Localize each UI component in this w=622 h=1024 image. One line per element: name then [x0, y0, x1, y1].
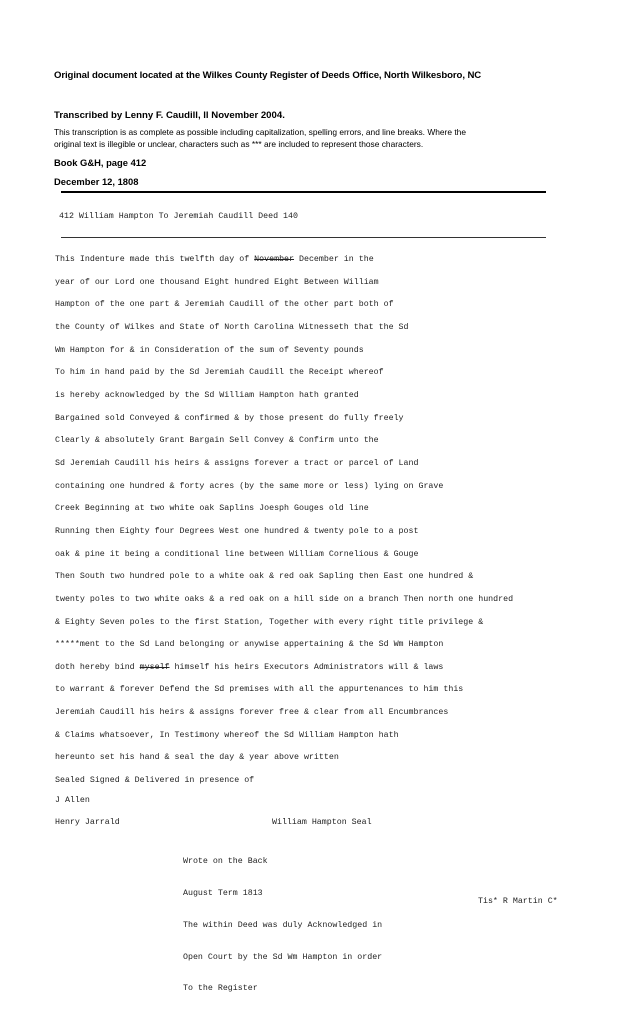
deed-line: oak & pine it being a conditional line between William Cornelious & Gouge: [55, 549, 419, 559]
source-note: Original document located at the Wilkes County Register of Deeds Office, North Wilkesboro, NC: [54, 70, 482, 81]
back-endorsement: [183, 836, 382, 1016]
deed-line: Running then Eighty four Degrees West one hundred & twenty pole to a post: [55, 526, 419, 536]
disclaimer-line-1: This transcription is as complete as possible including capitalization, spelling errors, and line breaks. Where the: [54, 127, 466, 137]
top-divider: [61, 191, 546, 193]
transcription-disclaimer: [54, 126, 574, 150]
deed-line: Sealed Signed & Delivered in presence of: [55, 776, 255, 786]
endorsement-line: The within Deed was duly Acknowledged in: [183, 920, 383, 930]
deed-body: [55, 255, 595, 799]
deed-line: & Eighty Seven poles to the first Station, Together with every right title privilege &: [55, 617, 484, 627]
deed-title: 412 William Hampton To Jeremiah Caudill Deed 140: [59, 212, 298, 221]
title-divider: [61, 237, 546, 238]
deed-line: is hereby acknowledged by the Sd William Hampton hath granted: [55, 390, 359, 400]
deed-line: & Claims whatsoever, In Testimony whereof the Sd William Hampton hath: [55, 730, 399, 740]
deed-date: December 12, 1808: [54, 176, 139, 187]
deed-line: Wm Hampton for & in Consideration of the sum of Seventy pounds: [55, 345, 364, 355]
deed-line: the County of Wilkes and State of North Carolina Witnesseth that the Sd: [55, 322, 409, 332]
grantor-signature: William Hampton Seal: [272, 818, 372, 827]
deed-line: year of our Lord one thousand Eight hundred Eight Between William: [55, 277, 379, 287]
deed-line: twenty poles to two white oaks & a red oak on a hill side on a branch Then north one hundred: [55, 594, 514, 604]
struck-word: myself: [139, 662, 170, 672]
witness-name: J Allen: [55, 796, 90, 805]
book-reference: Book G&H, page 412: [54, 157, 147, 168]
deed-line: Sd Jeremiah Caudill his heirs & assigns forever a tract or parcel of Land: [55, 458, 419, 468]
deed-line: *****ment to the Sd Land belonging or anywise appertaining & the Sd Wm Hampton: [55, 640, 444, 650]
disclaimer-line-2: original text is illegible or unclear, characters such as *** are included to represent those characters.: [54, 139, 424, 149]
endorsement-line: August Term 1813: [183, 888, 263, 898]
clerk-attestation: Tis* R Martin C*: [478, 897, 558, 906]
deed-line: Clearly & absolutely Grant Bargain Sell Convey & Confirm unto the: [55, 436, 379, 446]
endorsement-line: To the Register: [183, 984, 258, 994]
deed-line: To him in hand paid by the Sd Jeremiah Caudill the Receipt whereof: [55, 368, 384, 378]
deed-line: to warrant & forever Defend the Sd premises with all the appurtenances to him this: [55, 685, 464, 695]
endorsement-line: Wrote on the Back: [183, 857, 268, 867]
deed-line: Then South two hundred pole to a white oak & red oak Sapling then East one hundred &: [55, 572, 474, 582]
deed-line: doth hereby bind myself himself his heirs Executors Administrators will & laws: [55, 662, 444, 672]
deed-line: Bargained sold Conveyed & confirmed & by those present do fully freely: [55, 413, 404, 423]
struck-word: November: [254, 255, 295, 264]
deed-line: Creek Beginning at two white oak Saplins Joesph Gouges old line: [55, 504, 369, 514]
transcriber-note: Transcribed by Lenny F. Caudill, ll November 2004.: [54, 110, 285, 121]
deed-line: Jeremiah Caudill his heirs & assigns forever free & clear from all Encumbrances: [55, 708, 449, 718]
deed-line: This Indenture made this twelfth day of November December in the: [55, 255, 374, 264]
endorsement-line: Open Court by the Sd Wm Hampton in order: [183, 952, 383, 962]
deed-line: containing one hundred & forty acres (by the same more or less) lying on Grave: [55, 481, 444, 491]
witness-name: Henry Jarrald: [55, 818, 120, 827]
deed-line: Hampton of the one part & Jeremiah Caudill of the other part both of: [55, 300, 394, 310]
deed-line: hereunto set his hand & seal the day & year above written: [55, 753, 339, 763]
